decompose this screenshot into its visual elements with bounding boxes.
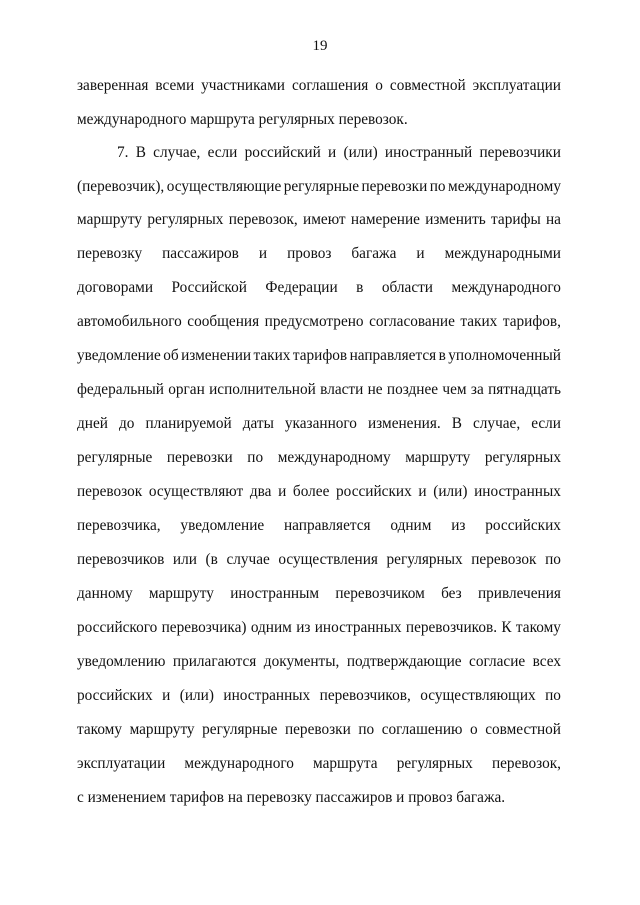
text-line-15: перевозчиков или (в случае осуществления регулярных перевозок по: [77, 551, 561, 568]
text-line-18: уведомлению прилагаются документы, подтверждающие согласие всех: [77, 653, 561, 670]
text-line-12: регулярные перевозки по международному маршруту регулярных: [77, 449, 561, 466]
text-line-11: дней до планируемой даты указанного изменения. В случае, если: [77, 415, 561, 432]
text-line-7: договорами Российской Федерации в области международного: [77, 279, 561, 296]
text-line-17: российского перевозчика) одним из иностранных перевозчиков. К такому: [77, 619, 561, 636]
text-line-20: такому маршруту регулярные перевозки по соглашению о совместной: [77, 721, 561, 738]
text-line-13: перевозок осуществляют два и более российских и (или) иностранных: [77, 483, 561, 500]
text-line-1: заверенная всеми участниками соглашения о совместной эксплуатации: [77, 77, 561, 94]
text-line-14: перевозчика, уведомление направляется одним из российских: [77, 517, 561, 534]
text-line-3: 7. В случае, если российский и (или) иностранный перевозчики: [117, 144, 561, 161]
text-line-16: данному маршруту иностранным перевозчиком без привлечения: [77, 585, 561, 602]
text-line-5: маршруту регулярных перевозок, имеют намерение изменить тарифы на: [77, 211, 561, 228]
text-line-4: (перевозчик), осуществляющие регулярные перевозки по международному: [77, 178, 561, 195]
text-line-2: международного маршрута регулярных перевозок.: [77, 111, 408, 128]
text-line-6: перевозку пассажиров и провоз багажа и международными: [77, 245, 561, 262]
text-line-10: федеральный орган исполнительной власти не позднее чем за пятнадцать: [77, 381, 561, 398]
text-line-9: уведомление об изменении таких тарифов направляется в уполномоченный: [77, 347, 561, 364]
text-line-22: с изменением тарифов на перевозку пассажиров и провоз багажа.: [77, 789, 506, 806]
text-line-21: эксплуатации международного маршрута регулярных перевозок,: [77, 755, 561, 772]
text-line-19: российских и (или) иностранных перевозчиков, осуществляющих по: [77, 687, 561, 704]
text-line-8: автомобильного сообщения предусмотрено согласование таких тарифов,: [77, 313, 561, 330]
page-number: 19: [312, 38, 328, 54]
